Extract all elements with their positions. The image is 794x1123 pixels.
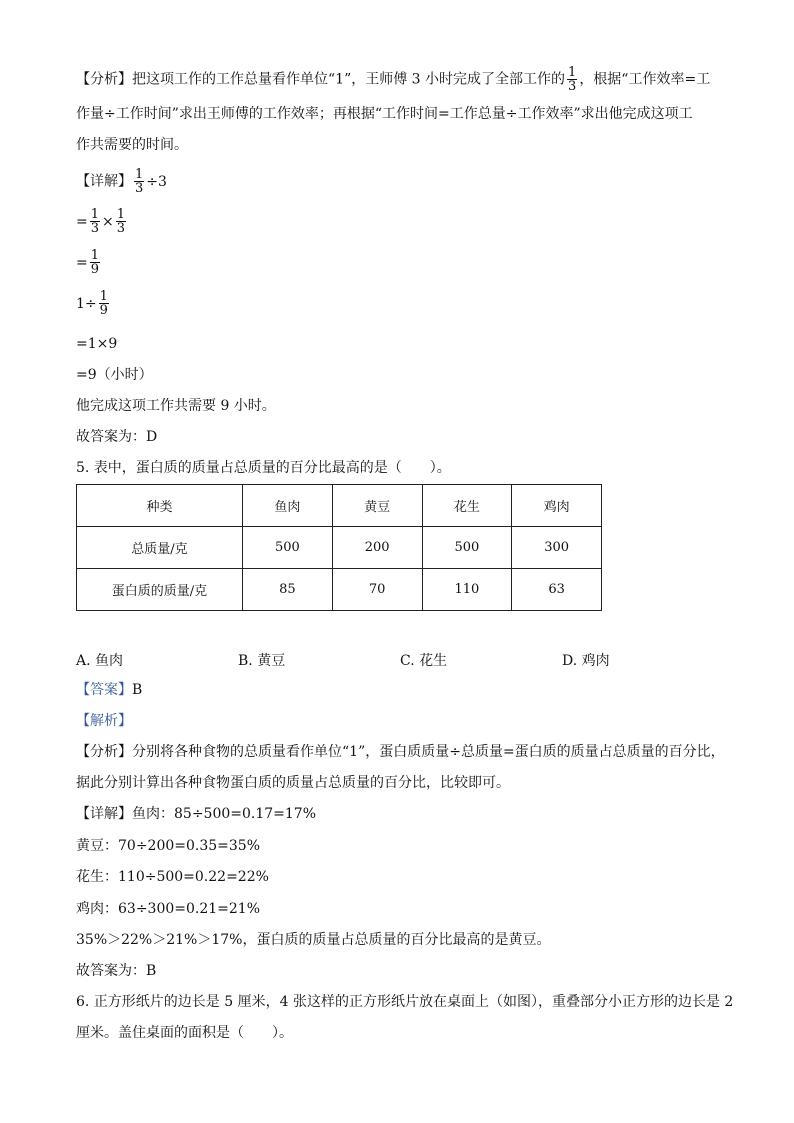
fraction-one-third: $\frac{1}{3}$	[568, 65, 577, 94]
q5-detail-line-1	[76, 805, 316, 823]
table-cell: 500	[243, 527, 333, 569]
q5-analysis-tag: 【分析】	[76, 744, 132, 760]
q5-answer: 故答案为：B	[76, 963, 157, 979]
q5-detail-line-2: 黄豆：70÷200=0.35=35%	[76, 838, 261, 854]
table-cell: 500	[422, 527, 512, 569]
q4-step-6: =9（小时）	[76, 367, 153, 383]
table-cell: 110	[422, 569, 512, 611]
table-cell: 总质量/克	[77, 527, 243, 569]
q5-detail-line-3: 花生：110÷500=0.22=22%	[76, 869, 269, 885]
q4-analysis-line-2: 作量÷工作时间”求出王师傅的工作效率；再根据“工作时间=工作总量÷工作效率”求出他完成这项工	[76, 106, 693, 122]
fraction: $\frac{1}{3}$	[90, 207, 100, 236]
option-a: A. 鱼肉	[76, 653, 124, 669]
q4-step-4: 1÷ $\frac{1}{9}$	[76, 289, 108, 318]
table-cell: 85	[243, 569, 333, 611]
q5-question: 5. 表中，蛋白质的质量占总质量的百分比最高的是（ ）。	[76, 460, 451, 476]
q4-step-3: = $\frac{1}{9}$	[76, 248, 100, 277]
q4-analysis-text-a: 把这项工作的工作总量看作单位“1”，王师傅 3 小时完成了全部工作的	[132, 71, 566, 88]
q4-analysis-tag: 【分析】	[76, 71, 132, 88]
q5-detail-line-4: 鸡肉：63÷300=0.21=21%	[76, 901, 261, 917]
jiexi-tag: 【解析】	[76, 713, 132, 729]
table-row	[77, 527, 602, 569]
q4-answer: 故答案为：D	[76, 429, 158, 445]
q4-analysis-text-b: ，根据“工作效率=工	[579, 71, 711, 88]
q5-analysis-line-2: 据此分别计算出各种食物蛋白质的质量占总质量的百分比，比较即可。	[76, 775, 510, 791]
q4-analysis-line-1	[76, 66, 710, 93]
table-cell: 蛋白质的质量/克	[77, 569, 243, 611]
q4-step-5: =1×9	[76, 336, 118, 352]
option-d: D. 鸡肉	[562, 653, 610, 669]
q6-line-1: 6. 正方形纸片的边长是 5 厘米，4 张这样的正方形纸片放在桌面上（如图），重叠部分小正方形的边长是 2	[76, 994, 734, 1010]
q4-detail-tag: 【详解】	[76, 173, 132, 190]
q5-detail-line-5: 35%＞22%＞21%＞17%，蛋白质的质量占总质量的百分比最高的是黄豆。	[76, 932, 551, 948]
q6-line-2: 厘米。盖住桌面的面积是（ ）。	[76, 1025, 293, 1041]
q5-detail-text: 鱼肉：85÷500=0.17=17%	[132, 806, 317, 822]
table-cell: 种类	[77, 485, 243, 527]
q5-detail-tag: 【详解】	[76, 806, 132, 822]
protein-table	[76, 484, 602, 611]
q5-analysis-text: 分别将各种食物的总质量看作单位“1”，蛋白质质量÷总质量=蛋白质的质量占总质量的百分比，	[132, 744, 725, 760]
option-c: C. 花生	[400, 653, 448, 669]
table-cell: 黄豆	[332, 485, 422, 527]
fraction: $\frac{1}{3}$	[116, 207, 126, 236]
q4-analysis-line-3: 作共需要的时间。	[76, 137, 188, 153]
q5-analysis-line-1	[76, 743, 725, 761]
q5-answer-line	[76, 681, 142, 699]
table-cell: 300	[512, 527, 602, 569]
table-cell: 70	[332, 569, 422, 611]
fraction: $\frac{1}{9}$	[90, 248, 100, 277]
table-cell: 花生	[422, 485, 512, 527]
table-header-row	[77, 485, 602, 527]
q4-conclusion: 他完成这项工作共需要 9 小时。	[76, 398, 276, 414]
q4-step-2: = $\frac{1}{3}$ × $\frac{1}{3}$	[76, 207, 126, 236]
fraction: $\frac{1}{3}$	[135, 167, 144, 196]
option-b: B. 黄豆	[238, 653, 286, 669]
fraction: $\frac{1}{9}$	[99, 289, 108, 318]
table-cell: 鸡肉	[512, 485, 602, 527]
table-cell: 63	[512, 569, 602, 611]
table-row	[77, 569, 602, 611]
answer-tag: 【答案】	[76, 682, 132, 698]
answer-value: B	[132, 682, 143, 698]
table-cell: 200	[332, 527, 422, 569]
q4-step-1: 【详解】 $\frac{1}{3}$ ÷3	[76, 167, 167, 196]
table-cell: 鱼肉	[243, 485, 333, 527]
